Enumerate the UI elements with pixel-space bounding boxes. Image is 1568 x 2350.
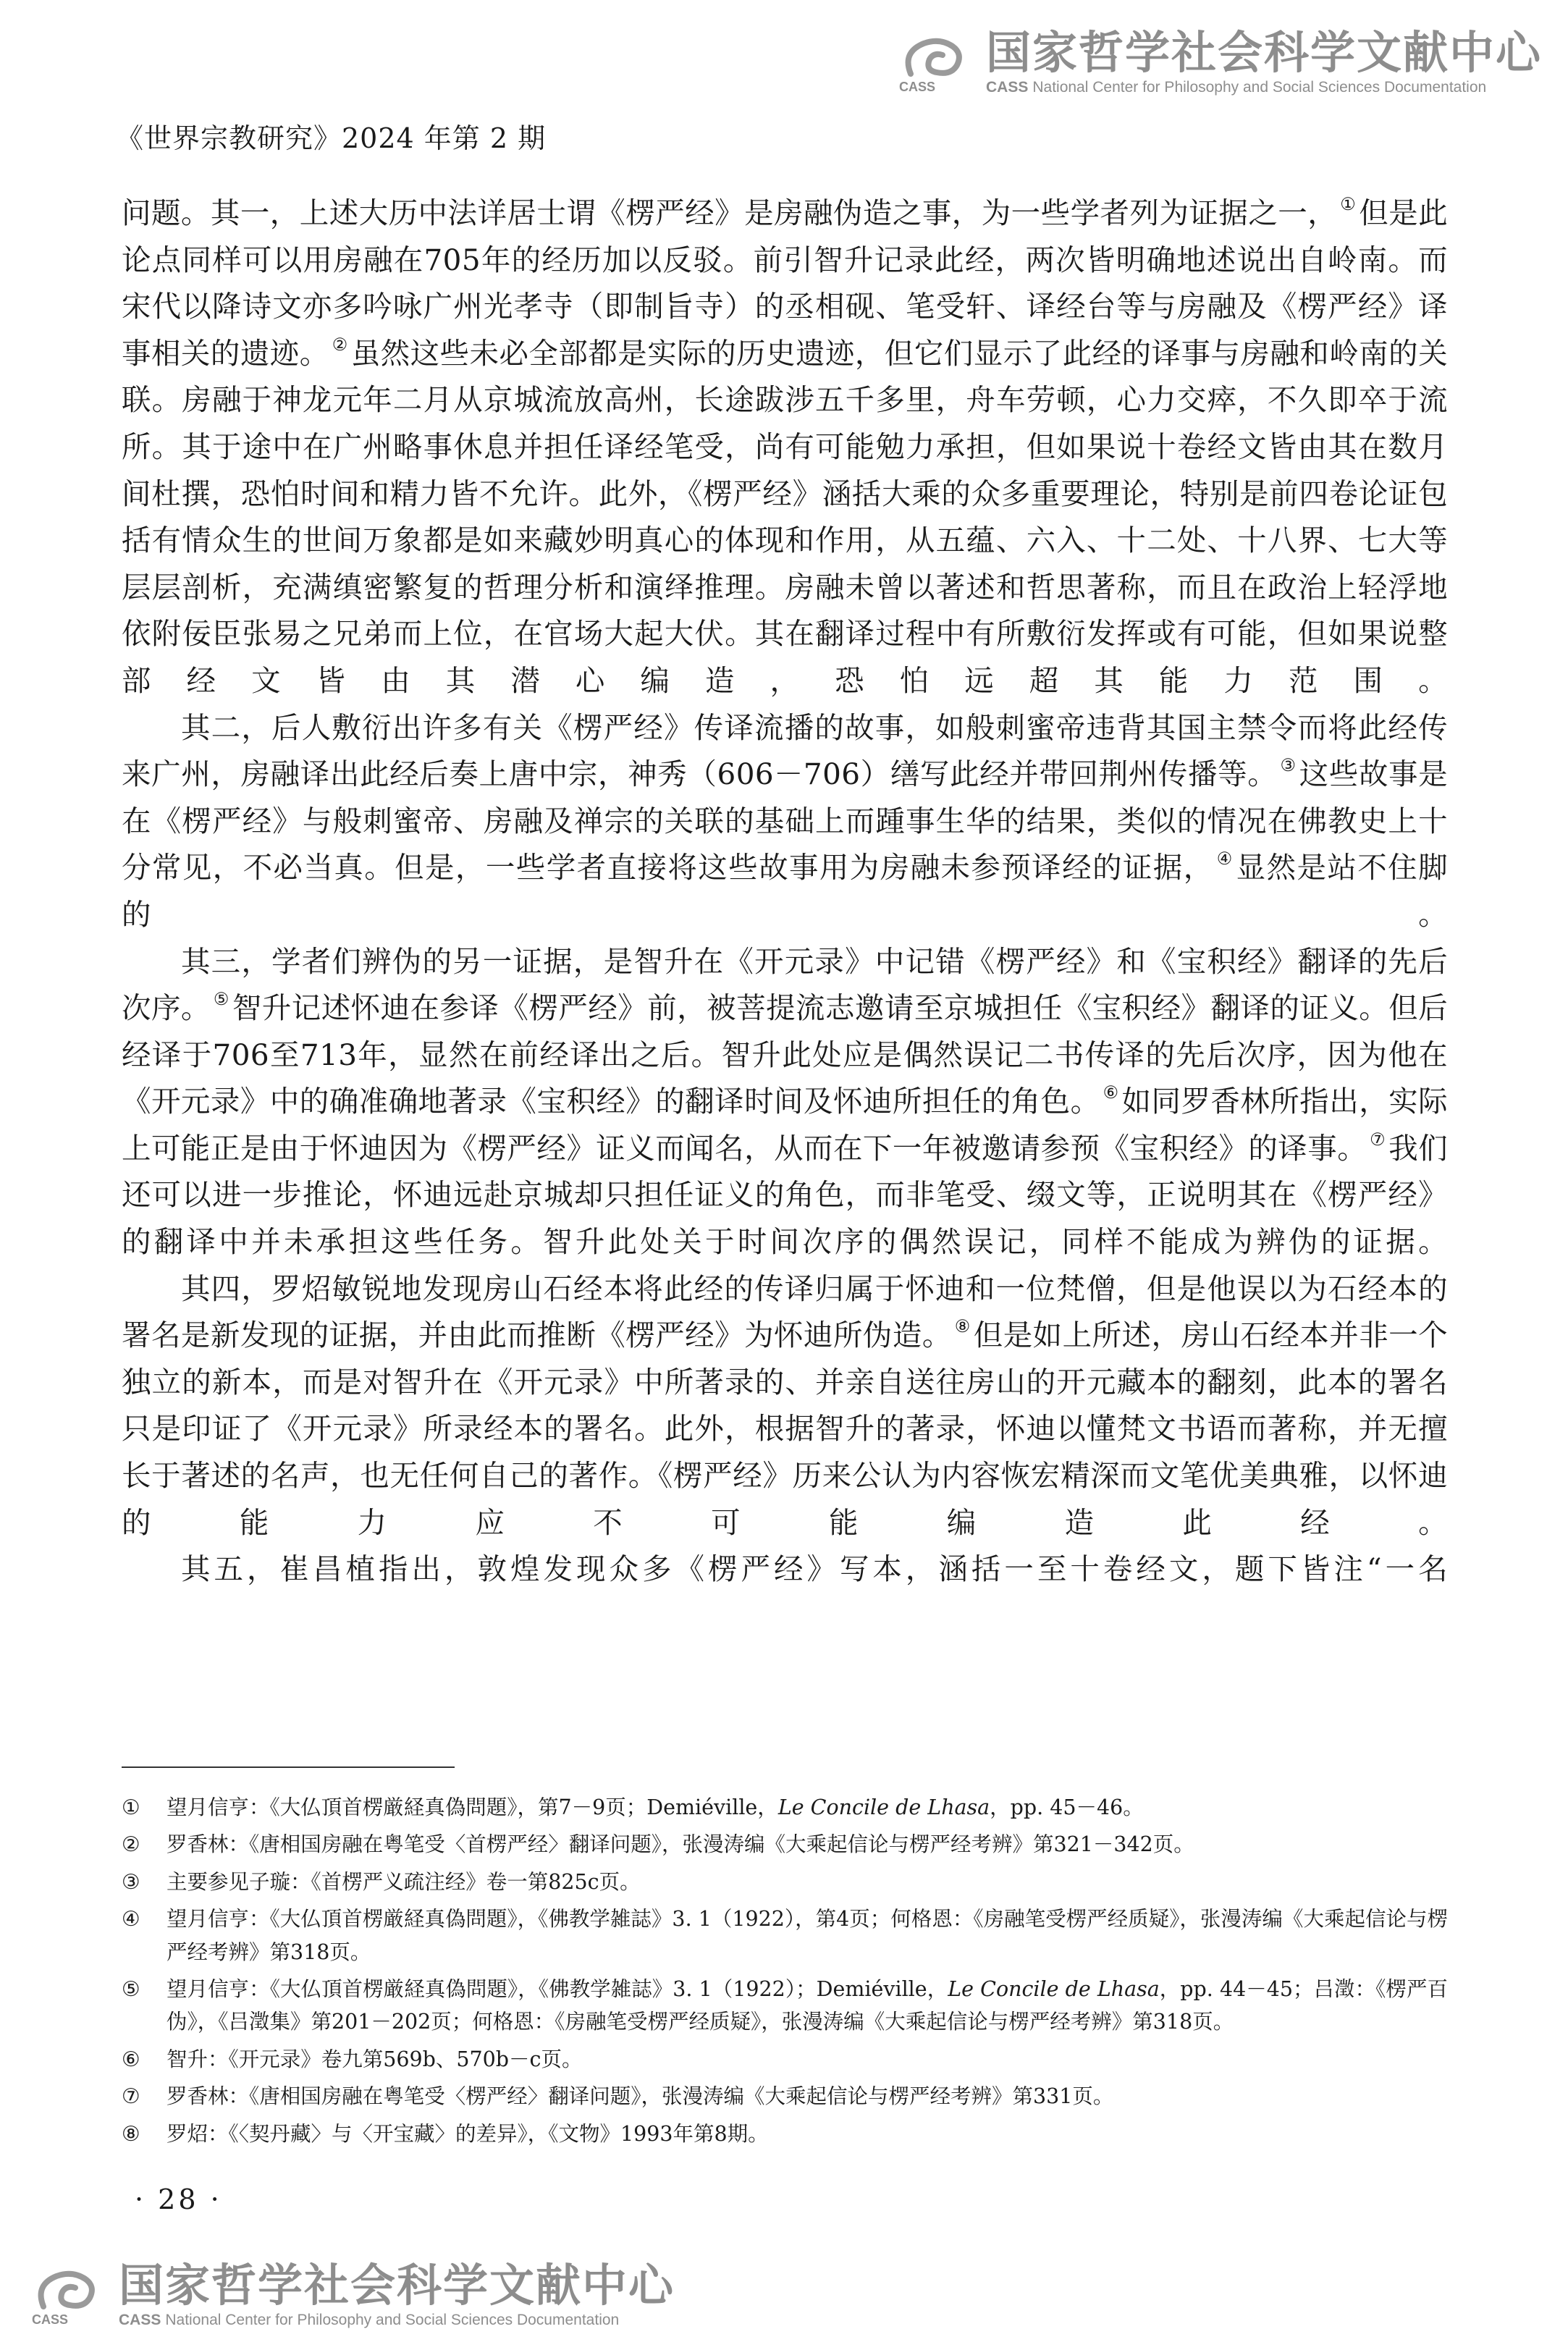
footnote-2: ② 罗香林：《唐相国房融在粤笔受〈首楞严经〉翻译问题》，张漫涛编《大乘起信论与楞严经考辨》第321－342页。 bbox=[122, 1832, 1194, 1857]
footnote-5: ⑤ 望月信亨：《大仏頂首楞厳経真偽問題》，《佛教学雑誌》3. 1（1922）；Demiéville，Le Concile de Lhasa，pp. 44－45；吕澂：《楞严百伪》，《吕澂集》第201－202页；何格恩：《房融笔受楞严经质疑》，张漫涛编《大乘起信论与楞严经考辨》第318页。 bbox=[122, 1977, 1448, 2034]
watermark-subtitle: CASS National Center for Philosophy and Social Sciences Documentation bbox=[119, 2312, 620, 2328]
watermark-logo-bottom bbox=[29, 2260, 675, 2330]
footnote-ref-6[interactable]: ⑥ bbox=[1103, 1082, 1119, 1103]
watermark-subtitle: CASS National Center for Philosophy and Social Sciences Documentation bbox=[985, 79, 1487, 96]
cass-logo-icon bbox=[29, 2263, 109, 2327]
footnote-ref-5[interactable]: ⑤ bbox=[213, 989, 229, 1010]
article-body bbox=[122, 190, 1448, 1593]
watermark-title: 国家哲学社会科学文献中心 bbox=[985, 26, 1542, 79]
footnote-ref-4[interactable]: ④ bbox=[1216, 848, 1234, 869]
footnotes bbox=[122, 1791, 1448, 2155]
svg-text:CASS: CASS bbox=[898, 80, 935, 94]
footnote-7: ⑦ 罗香林：《唐相国房融在粤笔受〈楞严经〉翻译问题》，张漫涛编《大乘起信论与楞严经考辨》第331页。 bbox=[122, 2084, 1114, 2109]
footnote-4: ④ 望月信亨：《大仏頂首楞厳経真偽問題》，《佛教学雑誌》3. 1（1922），第4页；何格恩：《房融笔受楞严经质疑》，张漫涛编《大乘起信论与楞严经考辨》第318页。 bbox=[122, 1907, 1448, 1964]
footnote-6: ⑥ 智升：《开元录》卷九第569b、570b－c页。 bbox=[122, 2047, 583, 2071]
footnote-ref-3[interactable]: ③ bbox=[1280, 755, 1297, 776]
paragraph-3: 其三，学者们辨伪的另一证据，是智升在《开元录》中记错《楞严经》和《宝积经》翻译的先后次序。 ⑤智升记述怀迪在参译《楞严经》前，被菩提流志邀请至京城担任《宝积经》翻译的证义。但后经译于706至713年，显然在前经译出之后。智升此处应是偶然误记二书传译的先后次序，因为他在《开元录》中的确准确地著录《宝积经》的翻译时间及怀迪所担任的角色。 ⑥如同罗香林所指出，实际上可能正是由于怀迪因为《楞严经》证义而闻名，从而在下一年被邀请参预《宝积经》的译事。 ⑦我们还可以进一步推论，怀迪远赴京城却只担任证义的角色，而非笔受、缀文等，正说明其在《楞严经》的翻译中并未承担这些任务。智升此处关于时间次序的偶然误记，同样不能成为辨伪的证据。 bbox=[122, 943, 1449, 1260]
paragraph-2: 其二，后人敷衍出许多有关《楞严经》传译流播的故事，如般刺蜜帝违背其国主禁令而将此经传来广州，房融译出此经后奏上唐中宗，神秀（606－706）缮写此经并带回荆州传播等。 ③这些故事是在《楞严经》与般刺蜜帝、房融及禅宗的关联的基础上而踵事生华的结果，类似的情况在佛教史上十分常见，不必当真。但是，一些学者直接将这些故事用为房融未参预译经的证据， ④显然是站不住脚的。 bbox=[122, 709, 1448, 932]
footnote-1: ① 望月信亨：《大仏頂首楞厳経真偽問題》，第7－9页；Demiéville，Le Concile de Lhasa，pp. 45－46。 bbox=[122, 1795, 1144, 1819]
page-number: · 28 · bbox=[135, 2183, 222, 2215]
footnote-ref-7[interactable]: ⑦ bbox=[1370, 1129, 1386, 1150]
footnote-ref-8[interactable]: ⑧ bbox=[954, 1316, 971, 1337]
footnote-ref-1[interactable]: ① bbox=[1340, 194, 1357, 214]
journal-header: 《世界宗教研究》2024 年第 2 期 bbox=[116, 122, 547, 154]
watermark-title: 国家哲学社会科学文献中心 bbox=[119, 2259, 675, 2312]
paragraph-1: 问题。其一，上述大历中法详居士谓《楞严经》是房融伪造之事，为一些学者列为证据之一， ①但是此论点同样可以用房融在705年的经历加以反驳。前引智升记录此经，两次皆明确地述说出自岭南。而宋代以降诗文亦多吟咏广州光孝寺（即制旨寺）的丞相砚、笔受轩、译经台等与房融及《楞严经》译事相关的遗迹。 ②虽然这些未必全部都是实际的历史遗迹，但它们显示了此经的译事与房融和岭南的关联。房融于神龙元年二月从京城流放高州，长途跋涉五千多里，舟车劳顿，心力交瘁，不久即卒于流所。其于途中在广州略事休息并担任译经笔受，尚有可能勉力承担，但如果说十卷经文皆由其在数月间杜撰，恐怕时间和精力皆不允许。此外，《楞严经》涵括大乘的众多重要理论，特别是前四卷论证包括有情众生的世间万象都是如来藏妙明真心的体现和作用，从五蕴、六入、十二处、十八界、七大等层层剖析，充满缜密繁复的哲理分析和演绎推理。房融未曾以著述和哲思著称，而且在政治上轻浮地依附佞臣张易之兄弟而上位，在官场大起大伏。其在翻译过程中有所敷衍发挥或有可能，但如果说整部经文皆由其潜心编造，恐怕远超其能力范围。 bbox=[122, 194, 1448, 698]
footnote-8: ⑧ 罗炤：《〈契丹藏〉与〈开宝藏〉的差异》，《文物》1993年第8期。 bbox=[122, 2121, 769, 2146]
cass-logo-icon bbox=[896, 30, 976, 94]
footnote-divider bbox=[122, 1766, 455, 1768]
footnote-ref-2[interactable]: ② bbox=[332, 334, 348, 355]
watermark-logo-top bbox=[896, 28, 1542, 97]
svg-text:CASS: CASS bbox=[32, 2312, 69, 2327]
paragraph-4: 其四，罗炤敏锐地发现房山石经本将此经的传译归属于怀迪和一位梵僧，但是他误以为石经本的署名是新发现的证据，并由此而推断《楞严经》为怀迪所伪造。 ⑧但是如上所述，房山石经本并非一个独立的新本，而是对智升在《开元录》中所著录的、并亲自送往房山的开元藏本的翻刻，此本的署名只是印证了《开元录》所录经本的署名。此外，根据智升的著录，怀迪以懂梵文书语而著称，并无擅长于著述的名声，也无任何自己的著作。《楞严经》历来公认为内容恢宏精深而文笔优美典雅，以怀迪的能力应不可能编造此经。 bbox=[122, 1271, 1449, 1540]
paragraph-5: 其五，崔昌植指出，敦煌发现众多《楞严经》写本，涵括一至十卷经文，题下皆注“一名 bbox=[181, 1551, 1448, 1587]
footnote-3: ③ 主要参见子璇：《首楞严义疏注经》卷一第825c页。 bbox=[122, 1869, 641, 1894]
